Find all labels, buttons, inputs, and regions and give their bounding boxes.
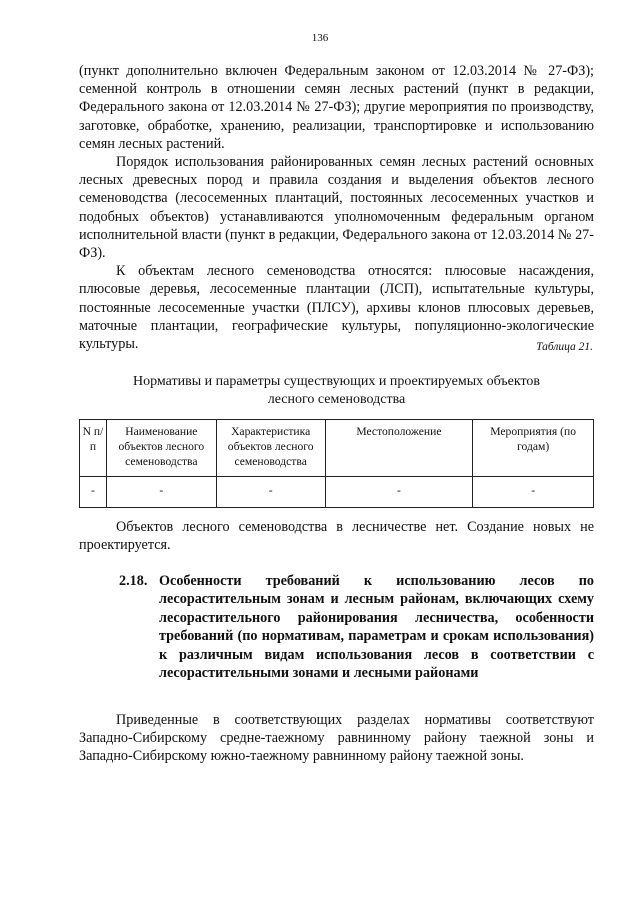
text-block-zones — [79, 711, 594, 766]
header-number: N п/п — [80, 420, 107, 477]
table-cell: - — [216, 477, 325, 508]
table-cell: - — [106, 477, 216, 508]
table-cell: - — [473, 477, 594, 508]
header-location: Местоположение — [325, 420, 473, 477]
seed-objects-table — [79, 419, 594, 508]
table-header-row — [80, 420, 594, 477]
paragraph-no-objects: Объектов лесного семеноводства в лесничестве нет. Создание новых не проектируется. — [79, 519, 594, 554]
paragraph-seed-usage-order: Порядок использования районированных семян лесных растений основных лесных древесных пород и правила создания и выделения объектов лесного семеноводства (лесосеменных плантаций, постоянных лесосеменных участков и подобных объектов) устанавливаются уполномоченным федеральным органом исполнительной власти (пункт в редакции, Федерального закона от 12.03.2014 № 27-ФЗ). — [79, 154, 594, 262]
table-cell: - — [325, 477, 473, 508]
header-activities: Мероприятия (по годам) — [473, 420, 594, 477]
paragraph-seed-control: (пункт дополнительно включен Федеральным законом от 12.03.2014 № 27-ФЗ); семенной контроль в отношении семян лесных растений (пункт в редакции, Федерального закона от 12.03.2014 № 27-ФЗ); другие мероприятия по производству, заготовке, обработке, хранению, реализации, транспортировке и использованию семян лесных растений. — [79, 63, 594, 152]
table-title-line-2: лесного семеноводства — [267, 392, 406, 407]
page-number: 136 — [311, 32, 329, 44]
table-caption: Таблица 21. — [536, 341, 593, 353]
header-object-characteristics: Характеристика объектов лесного семеноводства — [216, 420, 325, 477]
header-object-name: Наименование объектов лесного семеноводства — [106, 420, 216, 477]
section-heading: Особенности требований к использованию лесов по лесорастительным зонам и лесным районам, включающих схему лесорастительного районирования лесничества, особенности требований (по нормативам, параметрам и срокам использования) к различным видам использования лесов в соответствии с лесорастительными зонами и лесными районами — [159, 573, 594, 682]
text-block-seed-objects — [79, 62, 594, 353]
table-title — [79, 373, 594, 409]
section-2-18 — [119, 572, 594, 682]
table-row — [80, 477, 594, 508]
paragraph-forest-zones: Приведенные в соответствующих разделах нормативы соответствуют Западно-Сибирскому средне-таежному равнинному району таежной зоны и Западно-Сибирскому южно-таежному равнинному району таежной зоны. — [79, 712, 594, 765]
table-title-line-1: Нормативы и параметры существующих и проектируемых объектов — [133, 374, 540, 389]
text-block-no-objects — [79, 518, 594, 554]
paragraph-seed-object-types: К объектам лесного семеноводства относятся: плюсовые насаждения, плюсовые деревья, лесосеменные плантации (ЛСП), испытательные культуры, постоянные лесосеменные участки (ПЛСУ), архивы клонов плюсовых деревьев, маточные плантации, географические культуры, популяционно-экологические культуры. — [79, 263, 594, 353]
table-cell: - — [80, 477, 107, 508]
section-number: 2.18. — [119, 573, 148, 589]
